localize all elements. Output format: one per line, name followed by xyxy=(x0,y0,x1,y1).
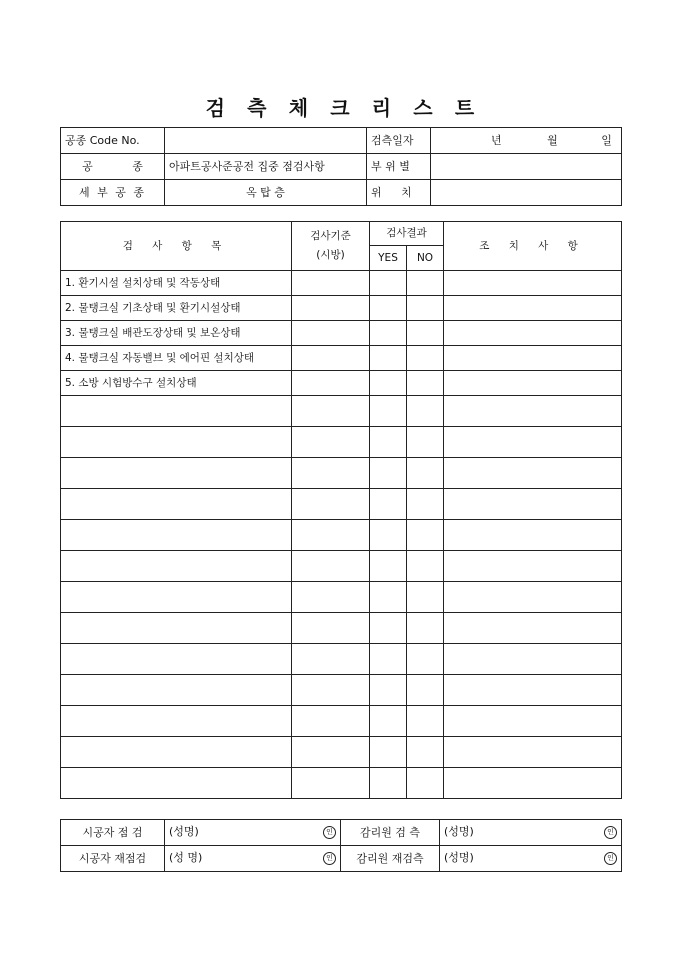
empty-cell[interactable] xyxy=(61,582,292,613)
empty-cell[interactable] xyxy=(61,613,292,644)
empty-row xyxy=(61,737,622,768)
empty-cell[interactable] xyxy=(444,551,622,582)
date-label: 검측일자 xyxy=(367,128,431,154)
col-header-no: NO xyxy=(407,246,444,271)
contractor-check-label: 시공자 점 검 xyxy=(61,820,165,846)
empty-cell[interactable] xyxy=(61,644,292,675)
title-char: 트 xyxy=(454,96,475,120)
seal-icon: 인 xyxy=(323,852,336,865)
checklist-table xyxy=(60,221,622,799)
standard-cell[interactable] xyxy=(292,371,370,396)
empty-cell[interactable] xyxy=(444,489,622,520)
no-cell[interactable] xyxy=(407,321,444,346)
date-month: 월 xyxy=(547,134,558,147)
empty-cell[interactable] xyxy=(407,737,444,768)
standard-cell[interactable] xyxy=(292,346,370,371)
part-field[interactable] xyxy=(431,154,622,180)
empty-cell[interactable] xyxy=(292,396,370,427)
empty-cell[interactable] xyxy=(370,737,407,768)
no-cell[interactable] xyxy=(407,271,444,296)
no-cell[interactable] xyxy=(407,346,444,371)
yes-cell[interactable] xyxy=(370,321,407,346)
table-row xyxy=(61,296,622,321)
empty-cell[interactable] xyxy=(444,613,622,644)
empty-cell[interactable] xyxy=(61,520,292,551)
empty-cell[interactable] xyxy=(292,737,370,768)
empty-cell[interactable] xyxy=(370,489,407,520)
empty-cell[interactable] xyxy=(407,520,444,551)
standard-label-1: 검사기준 xyxy=(310,230,351,242)
yes-cell[interactable] xyxy=(370,346,407,371)
empty-cell[interactable] xyxy=(370,644,407,675)
empty-cell[interactable] xyxy=(292,613,370,644)
empty-cell[interactable] xyxy=(444,520,622,551)
supervisor-recheck-label: 감리원 재검측 xyxy=(341,846,440,872)
empty-cell[interactable] xyxy=(407,458,444,489)
action-cell[interactable] xyxy=(444,346,622,371)
no-cell[interactable] xyxy=(407,371,444,396)
empty-cell[interactable] xyxy=(292,458,370,489)
yes-cell[interactable] xyxy=(370,371,407,396)
empty-cell[interactable] xyxy=(370,520,407,551)
empty-cell[interactable] xyxy=(407,427,444,458)
supervisor-check-label: 감리원 검 측 xyxy=(341,820,440,846)
empty-cell[interactable] xyxy=(61,768,292,799)
title-char: 리 xyxy=(371,96,392,120)
check-item: 2. 물탱크실 기초상태 및 환기시설상태 xyxy=(61,296,292,321)
empty-row xyxy=(61,520,622,551)
empty-cell[interactable] xyxy=(61,458,292,489)
empty-cell[interactable] xyxy=(407,489,444,520)
empty-cell[interactable] xyxy=(370,675,407,706)
empty-cell[interactable] xyxy=(444,644,622,675)
contractor-check-sign[interactable] xyxy=(165,820,341,846)
contractor-recheck-sign[interactable] xyxy=(165,846,341,872)
no-cell[interactable] xyxy=(407,296,444,321)
header-info-table xyxy=(60,127,622,206)
title-char: 크 xyxy=(330,96,350,120)
work-label: 공 종 xyxy=(61,154,165,180)
seal-icon: 인 xyxy=(604,852,617,865)
empty-cell[interactable] xyxy=(444,582,622,613)
table-row xyxy=(61,346,622,371)
empty-row xyxy=(61,675,622,706)
col-header-yes: YES xyxy=(370,246,407,271)
col-header-action: 조 치 사 항 xyxy=(444,222,622,271)
empty-cell[interactable] xyxy=(407,706,444,737)
empty-cell[interactable] xyxy=(444,706,622,737)
empty-cell[interactable] xyxy=(370,613,407,644)
empty-cell[interactable] xyxy=(292,768,370,799)
empty-cell[interactable] xyxy=(407,551,444,582)
empty-cell[interactable] xyxy=(370,768,407,799)
check-item: 1. 환기시설 설치상태 및 작동상태 xyxy=(61,271,292,296)
empty-cell[interactable] xyxy=(407,613,444,644)
empty-cell[interactable] xyxy=(370,458,407,489)
standard-cell[interactable] xyxy=(292,321,370,346)
empty-cell[interactable] xyxy=(292,551,370,582)
title-char: 검 xyxy=(205,96,226,120)
contractor-recheck-label: 시공자 재점검 xyxy=(61,846,165,872)
empty-cell[interactable] xyxy=(370,396,407,427)
empty-cell[interactable] xyxy=(407,768,444,799)
empty-row xyxy=(61,551,622,582)
empty-cell[interactable] xyxy=(292,520,370,551)
empty-row xyxy=(61,458,622,489)
action-cell[interactable] xyxy=(444,321,622,346)
empty-row xyxy=(61,427,622,458)
table-row xyxy=(61,271,622,296)
standard-cell[interactable] xyxy=(292,271,370,296)
date-day: 일 xyxy=(601,134,612,147)
supervisor-recheck-sign[interactable] xyxy=(440,846,622,872)
yes-cell[interactable] xyxy=(370,271,407,296)
empty-row xyxy=(61,396,622,427)
title-char: 측 xyxy=(247,96,267,120)
empty-cell[interactable] xyxy=(61,396,292,427)
code-field[interactable] xyxy=(165,128,367,154)
action-cell[interactable] xyxy=(444,271,622,296)
empty-row xyxy=(61,644,622,675)
empty-cell[interactable] xyxy=(407,644,444,675)
name-label: (성명) xyxy=(169,825,199,838)
empty-cell[interactable] xyxy=(292,427,370,458)
empty-cell[interactable] xyxy=(444,458,622,489)
empty-cell[interactable] xyxy=(444,427,622,458)
empty-cell[interactable] xyxy=(61,489,292,520)
standard-label-2: (시방) xyxy=(316,249,345,261)
empty-cell[interactable] xyxy=(370,551,407,582)
empty-cell[interactable] xyxy=(61,427,292,458)
page-title xyxy=(0,92,680,121)
name-label: (성명) xyxy=(444,825,474,838)
location-label: 위 치 xyxy=(367,180,431,206)
date-year: 년 xyxy=(491,134,502,147)
empty-cell[interactable] xyxy=(407,396,444,427)
code-label: 공종 Code No. xyxy=(61,128,165,154)
empty-cell[interactable] xyxy=(292,675,370,706)
empty-cell[interactable] xyxy=(444,737,622,768)
col-header-item: 검 사 항 목 xyxy=(61,222,292,271)
action-cell[interactable] xyxy=(444,371,622,396)
empty-cell[interactable] xyxy=(444,675,622,706)
title-char: 체 xyxy=(288,96,309,120)
empty-cell[interactable] xyxy=(61,737,292,768)
empty-row xyxy=(61,613,622,644)
empty-cell[interactable] xyxy=(292,706,370,737)
name-label: (성명) xyxy=(444,851,474,864)
empty-row xyxy=(61,582,622,613)
supervisor-check-sign[interactable] xyxy=(440,820,622,846)
empty-cell[interactable] xyxy=(407,582,444,613)
col-header-standard xyxy=(292,222,370,271)
work-field[interactable]: 아파트공사준공전 집중 점검사항 xyxy=(165,154,367,180)
part-label: 부 위 별 xyxy=(367,154,431,180)
empty-cell[interactable] xyxy=(292,582,370,613)
seal-icon: 인 xyxy=(323,826,336,839)
table-row xyxy=(61,371,622,396)
empty-cell[interactable] xyxy=(292,644,370,675)
detail-label: 세 부 공 종 xyxy=(61,180,165,206)
empty-row xyxy=(61,489,622,520)
name-label: (성 명) xyxy=(169,851,203,864)
seal-icon: 인 xyxy=(604,826,617,839)
empty-cell[interactable] xyxy=(61,675,292,706)
detail-field[interactable]: 옥 탑 층 xyxy=(165,180,367,206)
empty-cell[interactable] xyxy=(444,768,622,799)
empty-row xyxy=(61,768,622,799)
col-header-result: 검사결과 xyxy=(370,222,444,246)
empty-cell[interactable] xyxy=(370,582,407,613)
check-item: 3. 물탱크실 배관도장상태 및 보온상태 xyxy=(61,321,292,346)
yes-cell[interactable] xyxy=(370,296,407,321)
table-row xyxy=(61,321,622,346)
date-field[interactable] xyxy=(431,128,622,154)
empty-cell[interactable] xyxy=(370,427,407,458)
empty-cell[interactable] xyxy=(61,706,292,737)
empty-cell[interactable] xyxy=(370,706,407,737)
empty-cell[interactable] xyxy=(444,396,622,427)
check-item: 5. 소방 시험방수구 설치상태 xyxy=(61,371,292,396)
empty-row xyxy=(61,706,622,737)
action-cell[interactable] xyxy=(444,296,622,321)
location-field[interactable] xyxy=(431,180,622,206)
signature-table xyxy=(60,819,622,872)
empty-cell[interactable] xyxy=(292,489,370,520)
standard-cell[interactable] xyxy=(292,296,370,321)
empty-cell[interactable] xyxy=(61,551,292,582)
empty-cell[interactable] xyxy=(407,675,444,706)
check-item: 4. 물탱크실 자동밸브 및 에어핀 설치상태 xyxy=(61,346,292,371)
title-char: 스 xyxy=(413,96,433,120)
